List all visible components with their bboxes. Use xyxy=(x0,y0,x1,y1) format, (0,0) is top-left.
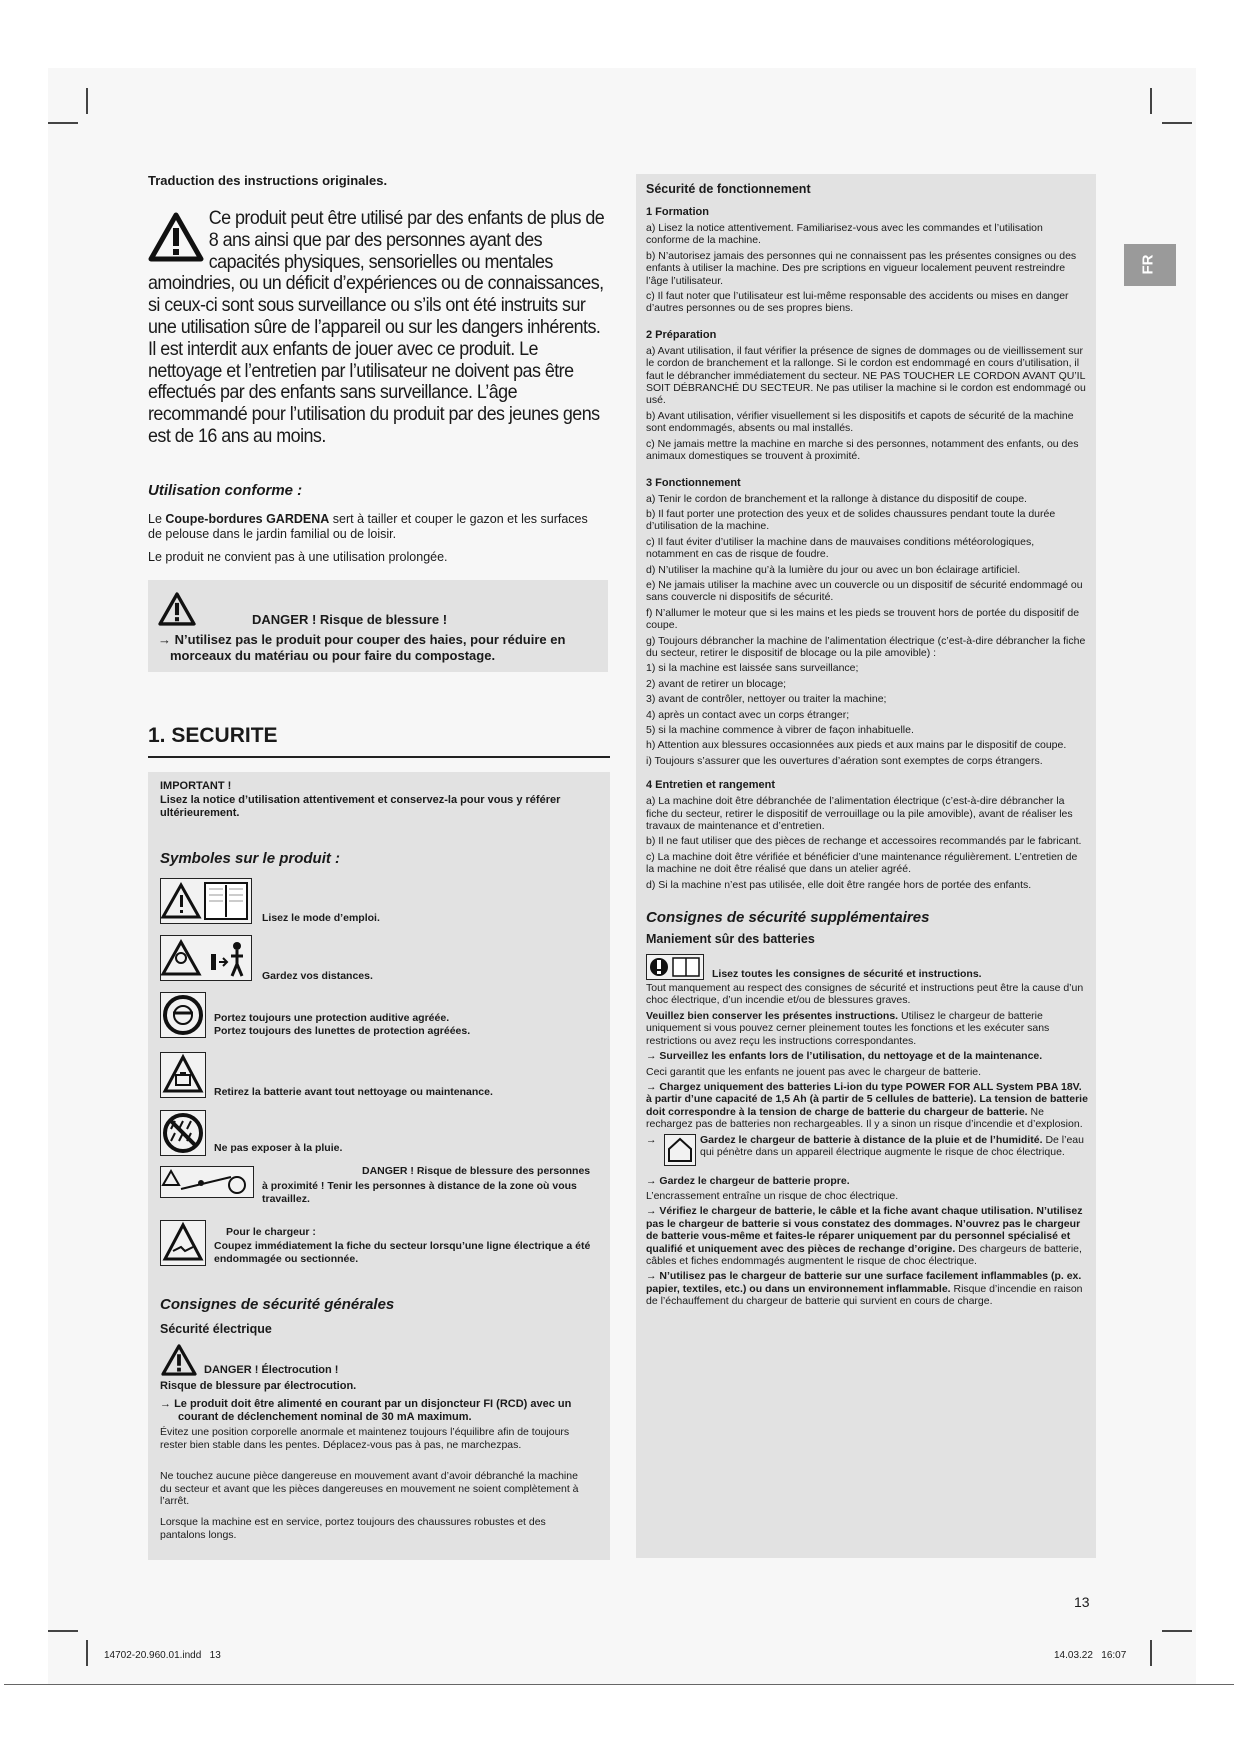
charge-block: → Chargez uniquement des batteries Li-ion du type POWER FOR ALL System PBA 18V. à partir d’une capacité de 1,5 Ah (à partir de 5 cellules de batterie). La tension de batterie doit correspondre à la tension de charge de batterie du chargeur de batterie. Ne rechargez pas de batteries non rechargeables. Il y a sinon un risque d’incendie et d’explosion. xyxy=(646,1080,1088,1131)
danger-text: → N’utilisez pas le produit pour couper des haies, pour réduire en morceaux du matériau ou pour faire du compostage. xyxy=(158,632,566,663)
crop-mark xyxy=(1150,1640,1152,1666)
important-title: IMPORTANT ! xyxy=(160,780,232,792)
crop-mark xyxy=(86,1640,88,1666)
keep-instructions: Veuillez bien conserver les présentes instructions. Utilisez le chargeur de batterie uniquement si vous pouvez cerner pleinement toutes les fonctions et les exécuter sans restrictions ou avez reçu les instructions correspondantes. xyxy=(646,1009,1050,1047)
securite-title: 1. SECURITE xyxy=(148,724,278,747)
preparation-title: 2 Préparation xyxy=(646,328,717,341)
danger-title: DANGER ! Risque de blessure ! xyxy=(252,612,448,627)
arrow-icon: → xyxy=(646,1133,657,1146)
symbol-read-manual xyxy=(160,878,252,924)
rcd-text: → Le produit doit être alimenté en courant par un disjoncteur FI (RCD) avec un courant de déclenchement nominal de 30 mA maximum. xyxy=(160,1398,572,1423)
right-content xyxy=(646,182,1088,1311)
fonctionnement-item: 3) avant de contrôler, nettoyer ou traiter la machine; xyxy=(646,693,887,706)
read-all-bold: Lisez toutes les consignes de sécurité et instructions. xyxy=(712,968,982,981)
general-para-1: Évitez une position corporelle anormale et maintenez toujours l’équilibre afin de toujours rester bien stable dans les pentes. Déplacez-vous pas à pas, ne marchezpas. xyxy=(160,1426,570,1451)
entretien-item: c) La machine doit être vérifiée et bénéficier d’une maintenance régulièrement. L’entretien de la machine ne doit être réalisé que dans un atelier agréé. xyxy=(646,850,1078,876)
crop-mark xyxy=(1150,88,1152,114)
crop-mark xyxy=(86,88,88,114)
charger-warning-icon xyxy=(160,1220,206,1266)
footer-date: 14.03.22 16:07 xyxy=(1054,1650,1127,1661)
remove-battery-icon xyxy=(160,1052,206,1098)
symbol-bystander-text-top: DANGER ! Risque de blessure des personnes xyxy=(362,1165,591,1177)
crop-mark xyxy=(1162,122,1192,124)
entretien-item: b) Il ne faut utiliser que des pièces de rechange et accessoires recommandés par le fabricant. xyxy=(646,835,1082,848)
extra-title: Consignes de sécurité supplémentaires xyxy=(646,909,930,927)
fonctionnement-item: h) Attention aux blessures occasionnées aux pieds et aux mains par le dispositif de coupe. xyxy=(646,739,1067,752)
symbol-protection xyxy=(160,992,206,1038)
formation-item: b) N’autorisez jamais des personnes qui ne connaissent pas les présentes consignes ou des enfants à utiliser la machine. Des pre scriptions en vigueur localement peuvent restreindre l’âge l’utilisateur. xyxy=(646,249,1077,287)
general-para-3: Lorsque la machine est en service, portez toujours des chaussures robustes et des pantalons longs. xyxy=(160,1516,546,1541)
read-instructions-icon xyxy=(646,954,704,980)
symbols-title: Symboles sur le produit : xyxy=(160,850,341,867)
symbol-read-manual-text: Lisez le mode d’emploi. xyxy=(262,912,380,924)
fonctionnement-item: f) N’allumer le moteur que si les mains et les pieds se trouvent hors de portée du dispositif de coupe. xyxy=(646,606,1080,632)
important-text: Lisez la notice d’utilisation attentivement et conservez-la pour vous y référer ultérieurement. xyxy=(160,794,561,819)
formation-item: c) Il faut noter que l’utilisateur est lui-même responsable des accidents ou mises en danger d’autres personnes ou de ses propres biens. xyxy=(646,290,1069,315)
crop-mark xyxy=(48,122,78,124)
symbol-charger xyxy=(160,1220,206,1266)
fonctionnement-item: g) Toujours débrancher la machine de l’alimentation électrique (c’est-à-dire débrancher la fiche du secteur, retirer le dispositif de blocage ou la pile amovible) : xyxy=(646,634,1086,659)
danger-box xyxy=(148,580,608,672)
fonctionnement-item: 2) avant de retirer un blocage; xyxy=(646,677,787,690)
house-icon xyxy=(664,1134,696,1166)
electric-title: Sécurité électrique xyxy=(160,1322,272,1336)
general-title: Consignes de sécurité générales xyxy=(160,1296,395,1313)
warning-triangle-icon xyxy=(158,592,196,626)
clean-bold: → Gardez le chargeur de batterie propre. xyxy=(646,1174,850,1187)
language-tab[interactable] xyxy=(1124,244,1176,286)
intro-warning-text: Ce produit peut être utilisé par des enfants de plus de 8 ans ainsi que par des personnes ayant des capacités physiques, sensorielles ou mentales amoindries, ou un déficit d’expériences ou de connaissances, si ceux-ci sont sous surveillance ou s’ils ont été instruits sur une utilisation sûre de l’appareil ou sur les dangers inhérents. Il est interdit aux enfants de jouer avec ce produit. Le nettoyage et l’entretien par l’utilisateur ne doivent pas être effectués par des enfants sans surveillance. L’âge recommandé pour l’utilisation du produit par des jeunes gens est de 16 ans au moins. xyxy=(148,207,605,447)
intro-warning xyxy=(148,208,604,448)
fonctionnement-item: b) Il faut porter une protection des yeux et de solides chaussures pendant toute la durée d’utilisation de la machine. xyxy=(646,507,1056,533)
fonctionnement-item: a) Tenir le cordon de branchement et la rallonge à distance du dispositif de coupe. xyxy=(646,492,1027,505)
read-all-text: Tout manquement au respect des consignes de sécurité et instructions peut être la cause d’un choc électrique, d’un incendie et/ou de blessures graves. xyxy=(646,982,1084,1007)
preparation-item: b) Avant utilisation, vérifier visuellement si les dispositifs et capots de sécurité de la machine sont endommagés, absents ou mal installés. xyxy=(646,409,1074,435)
crop-mark xyxy=(48,1630,78,1632)
header-title: Traduction des instructions originales. xyxy=(148,173,388,188)
rain-text: Gardez le chargeur de batterie à distance de la pluie et de l’humidité. De l’eau qui pénètre dans un appareil électrique augmente le risque de choc électrique. xyxy=(700,1133,1084,1158)
symbol-remove-battery-text: Retirez la batterie avant tout nettoyage ou maintenance. xyxy=(214,1086,493,1098)
keep-distance-icon xyxy=(160,935,252,981)
surface-block: → N’utilisez pas le chargeur de batterie sur une surface facilement inflammables (p. ex. papier, textiles, etc.) ou dans un environnement inflammable. Risque d’incendie en raison de l’échauffement du chargeur de batterie qui survient en cours de charge. xyxy=(646,1270,1083,1308)
right-title: Sécurité de fonctionnement xyxy=(646,182,811,196)
fonctionnement-item: 5) si la machine commence à vibrer de façon inhabituelle. xyxy=(646,724,914,736)
symbol-no-rain-text: Ne pas exposer à la pluie. xyxy=(214,1142,343,1154)
children-bold: → Surveillez les enfants lors de l’utilisation, du nettoyage et de la maintenance. xyxy=(646,1050,1043,1063)
page-number: 13 xyxy=(1074,1594,1090,1610)
warning-book-icon xyxy=(160,878,252,924)
usage-title: Utilisation conforme : xyxy=(148,482,303,499)
usage-paragraph-1: Le Coupe-bordures GARDENA sert à tailler et couper le gazon et les surfaces de pelouse dans le jardin familial ou de loisir. xyxy=(148,512,588,541)
symbol-charger-text-top: Pour le chargeur : xyxy=(226,1226,316,1238)
fonctionnement-title: 3 Fonctionnement xyxy=(646,476,741,489)
entretien-item: a) La machine doit être débranchée de l’alimentation électrique (c’est-à-dire débrancher la fiche du secteur, retirer le dispositif de verrouillage ou la pile amovible), avant de réaliser les travaux de maintenance et d’entretien. xyxy=(646,795,1073,833)
crop-mark xyxy=(1162,1630,1192,1632)
clean-text: L’encrassement entraîne un risque de choc électrique. xyxy=(646,1189,899,1202)
footer-rule xyxy=(4,1684,1234,1685)
footer-file: 14702-20.960.01.indd 13 xyxy=(104,1650,221,1661)
general-para-2: Ne touchez aucune pièce dangereuse en mouvement avant d’avoir débranché la machine du secteur et avant que les pièces dangereuses en mouvement ne soient complètement à l’arrêt. xyxy=(160,1470,579,1508)
battery-title: Maniement sûr des batteries xyxy=(646,932,815,947)
symbol-protection-text: Portez toujours une protection auditive agréée. Portez toujours des lunettes de protection agréées. xyxy=(214,1012,471,1037)
ear-eye-protection-icon xyxy=(160,992,206,1038)
no-rain-icon xyxy=(160,1110,206,1156)
entretien-item: d) Si la machine n’est pas utilisée, elle doit être rangée hors de portée des enfants. xyxy=(646,878,1032,891)
symbol-keep-distance-text: Gardez vos distances. xyxy=(262,970,373,982)
usage-text xyxy=(148,512,598,565)
fonctionnement-item: i) Toujours s’assurer que les ouvertures d’aération sont exemptes de corps étrangers. xyxy=(646,754,1043,767)
rain-block xyxy=(646,1134,1088,1172)
symbol-charger-text: Coupez immédiatement la fiche du secteur lorsqu’une ligne électrique a été endommagée ou sectionnée. xyxy=(214,1240,591,1265)
warning-triangle-icon xyxy=(160,1344,198,1376)
securite-rule xyxy=(148,756,610,758)
formation-item: a) Lisez la notice attentivement. Familiarisez-vous avec les commandes et l’utilisation conforme de la machine. xyxy=(646,222,1043,247)
symbol-bystander xyxy=(160,1166,254,1198)
fonctionnement-item: e) Ne jamais utiliser la machine avec un couvercle ou un dispositif de sécurité endommagé ou sans couvercle ni dispositifs de sécurité. xyxy=(646,578,1083,604)
electro-danger: DANGER ! Électrocution ! xyxy=(204,1364,339,1376)
fonctionnement-item: d) N’utiliser la machine qu’à la lumière du jour ou avec un bon éclairage artificiel. xyxy=(646,563,1021,576)
preparation-item: c) Ne jamais mettre la machine en marche si des personnes, notamment des enfants, ou des animaux domestiques se trouvent à proximité. xyxy=(646,437,1079,463)
electro-risk: Risque de blessure par électrocution. xyxy=(160,1380,357,1392)
symbol-no-rain xyxy=(160,1110,206,1156)
entretien-title: 4 Entretien et rangement xyxy=(646,779,775,792)
preparation-item: a) Avant utilisation, il faut vérifier la présence de signes de dommages ou de vieillissement sur le cordon de branchement et la rallonge. Si le cordon est endommagé en cours d’utilisation, il faut le débrancher immédiatement du secteur. NE PAS TOUCHER LE CORDON AVANT QU’IL SOIT DÉBRANCHÉ DU SECTEUR. Ne pas utiliser la machine si le cordon est endommagé ou usé. xyxy=(646,344,1086,407)
usage-paragraph-2: Le produit ne convient pas à une utilisation prolongée. xyxy=(148,550,448,564)
check-block: → Vérifiez le chargeur de batterie, le câble et la fiche avant chaque utilisation. N’utilisez pas le chargeur de batterie si vous constatez des dommages. N’ouvrez pas le chargeur de batterie vous-même et faites-le réparer uniquement par du personnel spécialisé et qualifié et uniquement avec des pièces de rechange d’origine. Des chargeurs de batterie, câbles et fiches endommagés augmentent le risque de choc électrique. xyxy=(646,1205,1083,1267)
fonctionnement-item: c) Il faut éviter d’utiliser la machine dans de mauvaises conditions météorologiques, notamment en cas de risque de foudre. xyxy=(646,535,1035,561)
bystander-danger-icon xyxy=(160,1166,254,1198)
formation-title: 1 Formation xyxy=(646,206,709,218)
children-text: Ceci garantit que les enfants ne jouent pas avec le chargeur de batterie. xyxy=(646,1065,982,1078)
fonctionnement-item: 1) si la machine est laissée sans surveillance; xyxy=(646,662,859,675)
symbol-remove-battery xyxy=(160,1052,206,1098)
symbol-bystander-text: à proximité ! Tenir les personnes à distance de la zone où vous travaillez. xyxy=(262,1180,577,1205)
fonctionnement-item: 4) après un contact avec un corps étranger; xyxy=(646,708,850,721)
symbol-keep-distance xyxy=(160,935,252,981)
read-all-block xyxy=(646,954,1088,1007)
language-tab-label: FR xyxy=(1139,254,1157,275)
